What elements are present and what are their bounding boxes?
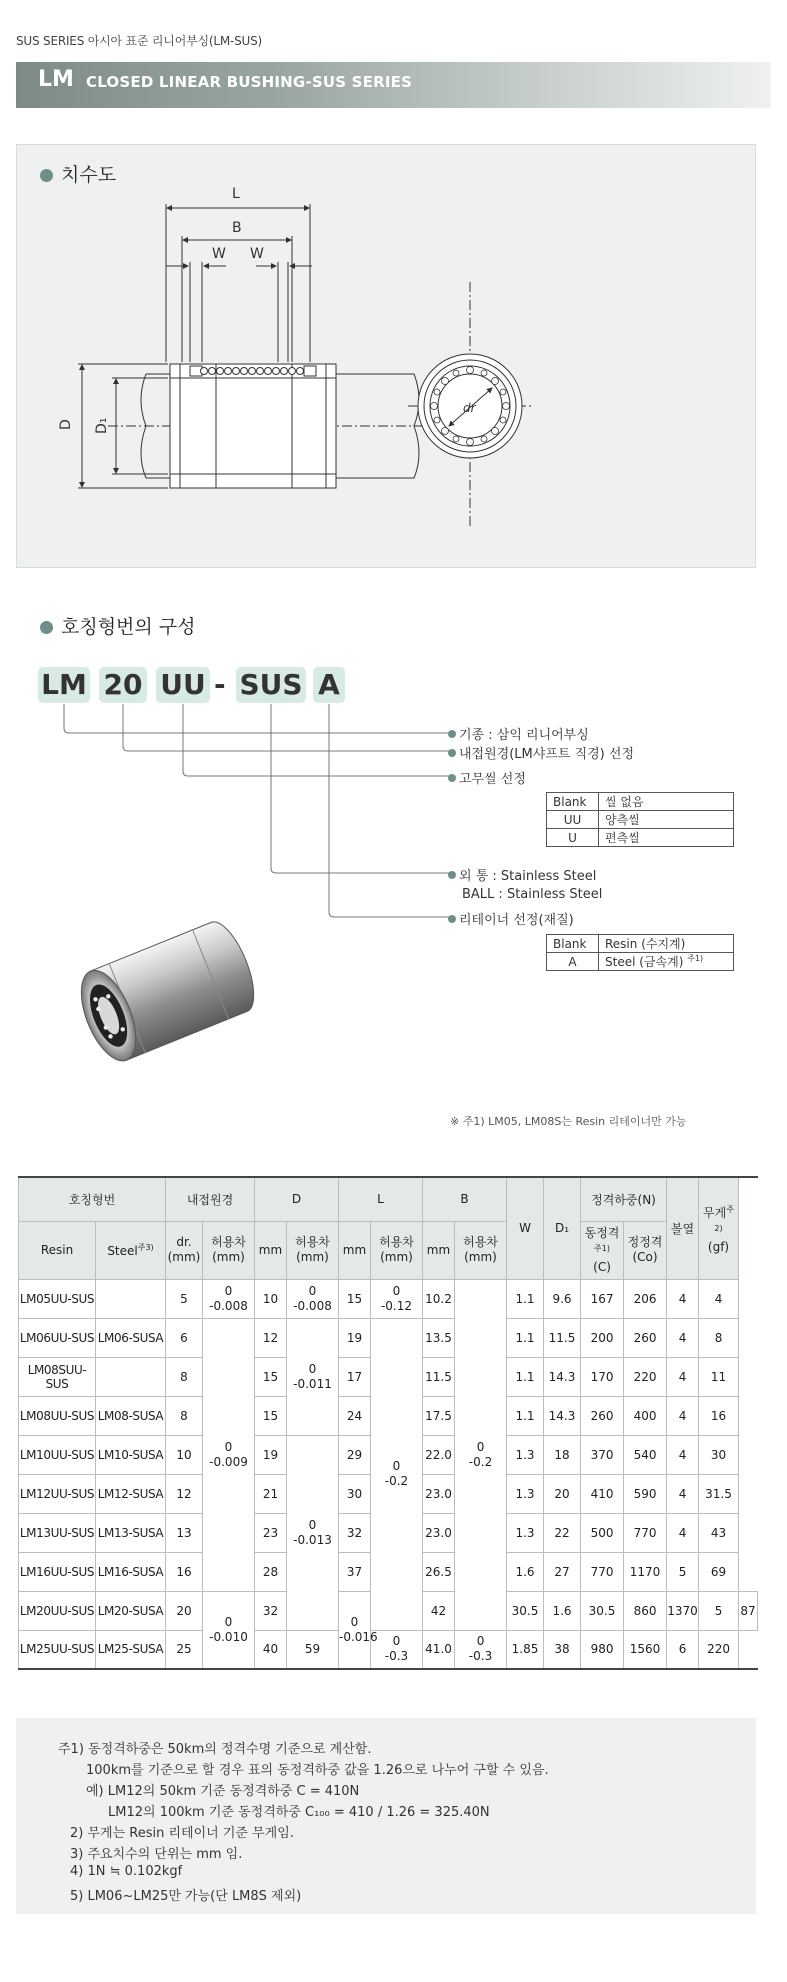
table-row: LM12UU-SUS LM12-SUSA 12 21 30 23.0 1.3 20 410 590 4 31.5 — [19, 1474, 758, 1513]
label-D: D — [58, 419, 74, 430]
table-row: LM08UU-SUS LM08-SUSA 8 15 24 17.5 1.1 14.3 260 400 4 16 — [19, 1396, 758, 1435]
th-dynamic: 동정격$^{주1)}$ (C) — [581, 1221, 624, 1279]
th-B: B — [423, 1177, 507, 1221]
retainer-row: Blank Resin (수지계) — [547, 935, 734, 953]
bullet-icon — [448, 915, 456, 923]
annotation-retainer: 리테이너 선정(재질) — [448, 909, 574, 928]
th-L: L — [339, 1177, 423, 1221]
seal-table — [546, 792, 734, 847]
th-inner-dia: 내접원경 — [166, 1177, 255, 1221]
note-5: 5) LM06~LM25만 가능(단 LM8S 제외) — [70, 1889, 302, 1904]
code-dash: - — [214, 668, 226, 701]
product-code-title: LM — [38, 67, 74, 92]
code-part-seal: UU — [156, 667, 210, 703]
note-2: 2) 무게는 Resin 리테이너 기준 무게임. — [70, 1826, 294, 1841]
annotation-type: 기종 : 삼익 리니어부싱 — [448, 724, 589, 743]
series-subtitle: SUS SERIES 아시아 표준 리니어부싱(LM-SUS) — [16, 34, 263, 48]
product-title: CLOSED LINEAR BUSHING-SUS SERIES — [86, 73, 413, 91]
th-model: 호칭형번 — [19, 1177, 166, 1221]
label-B: B — [232, 220, 242, 236]
tol-cell: 0 -0.2 — [371, 1318, 423, 1630]
tol-cell: 0 -0.009 — [203, 1318, 255, 1591]
code-part-retainer: A — [313, 667, 345, 703]
th-steel: Steel$^{주3)}$ — [96, 1221, 166, 1279]
tol-cell: 0 -0.016 — [339, 1591, 371, 1669]
bullet-icon — [448, 774, 456, 782]
th-resin: Resin — [19, 1221, 96, 1279]
th-B-tol: 허용차 (mm) — [455, 1221, 507, 1279]
tol-cell: 0 -0.2 — [455, 1279, 507, 1630]
th-D1: D₁ — [544, 1177, 581, 1279]
bullet-icon — [448, 749, 456, 757]
code-part-sus: SUS — [236, 667, 306, 703]
tol-cell: 0 -0.12 — [371, 1279, 423, 1318]
th-L-tol: 허용차 (mm) — [371, 1221, 423, 1279]
note-1-example-2: LM12의 100km 기준 동정격하중 C₁₀₀ = 410 / 1.26 = 325.40N — [108, 1805, 490, 1820]
dimension-drawing — [16, 144, 756, 568]
bullet-icon — [448, 730, 456, 738]
note-3: 3) 주요치수의 단위는 mm 임. — [70, 1847, 243, 1862]
th-W: W — [507, 1177, 544, 1279]
label-W-left: W — [212, 246, 226, 262]
th-D-tol: 허용차 (mm) — [287, 1221, 339, 1279]
note-4: 4) 1N ≒ 0.102kgf — [70, 1864, 183, 1879]
note-1: 주1) 동정격하중은 50km의 정격수명 기준으로 계산함. — [58, 1742, 372, 1757]
tol-cell: 0 -0.010 — [203, 1591, 255, 1669]
label-L: L — [232, 186, 240, 202]
tol-cell: 0 -0.008 — [203, 1279, 255, 1318]
code-part-size: 20 — [99, 667, 147, 703]
th-B-mm: mm — [423, 1221, 455, 1279]
annotation-outer: 외 통 : Stainless Steel — [448, 865, 596, 884]
tol-cell: 0 -0.008 — [287, 1279, 339, 1318]
spec-table — [18, 1176, 758, 1670]
th-dr-tol: 허용차 (mm) — [203, 1221, 255, 1279]
note-1-detail: 100km를 기준으로 할 경우 표의 동정격하중 값을 1.26으로 나누어 구할 수 있음. — [86, 1763, 549, 1778]
th-load: 정격하중(N) — [581, 1177, 667, 1221]
tol-cell: 0 -0.3 — [455, 1630, 507, 1669]
th-D-mm: mm — [255, 1221, 287, 1279]
retainer-row: A Steel (금속계) $^{주1)}$ — [547, 953, 734, 971]
table-row: LM10UU-SUS LM10-SUSA 10 19 0 -0.013 29 22.0 1.3 18 370 540 4 30 — [19, 1435, 758, 1474]
tol-cell: 0 -0.3 — [371, 1630, 423, 1669]
table-row: LM16UU-SUS LM16-SUSA 16 28 37 26.5 1.6 27 770 1170 5 69 — [19, 1552, 758, 1591]
th-weight: 무게$^{주2)}$ (gf) — [699, 1177, 739, 1279]
annotation-inner-dia: 내접원경(LM샤프트 직경) 선정 — [448, 743, 634, 762]
th-static: 정정격 (Co) — [624, 1221, 667, 1279]
seal-row: U 편측씰 — [547, 829, 734, 847]
seal-row: Blank 씰 없음 — [547, 793, 734, 811]
tol-cell: 0 -0.013 — [287, 1435, 339, 1630]
retainer-note: ※ 주1) LM05, LM08S는 Resin 리테이너만 가능 — [450, 1115, 687, 1128]
th-ball-rows: 볼열 — [667, 1177, 699, 1279]
tol-cell: 0 -0.011 — [287, 1318, 339, 1435]
model-section-title — [40, 612, 196, 639]
table-row: LM06UU-SUS LM06-SUSA 6 0 -0.009 12 0 -0.011 19 0 -0.2 13.5 1.1 11.5 200 260 4 8 — [19, 1318, 758, 1357]
label-W-right: W — [250, 246, 264, 262]
th-D: D — [255, 1177, 339, 1221]
table-row: LM13UU-SUS LM13-SUSA 13 23 32 23.0 1.3 22 500 770 4 43 — [19, 1513, 758, 1552]
header-row-1 — [19, 1177, 758, 1221]
label-dr: dr — [463, 401, 476, 415]
bushing-product-image — [64, 904, 270, 1080]
retainer-table — [546, 934, 734, 971]
dimension-title-text: 치수도 — [61, 164, 117, 186]
bullet-icon — [40, 621, 53, 634]
table-row: LM25UU-SUS LM25-SUSA 25 40 59 0 -0.3 41.0 0 -0.3 1.85 38 980 1560 6 220 — [19, 1630, 758, 1669]
annotation-ball: BALL : Stainless Steel — [462, 887, 603, 902]
header-row-2 — [19, 1221, 758, 1279]
bullet-icon — [448, 871, 456, 879]
table-row: LM08SUU-SUS 8 15 17 11.5 1.1 14.3 170 220 4 11 — [19, 1357, 758, 1396]
table-row: LM20UU-SUS LM20-SUSA 20 0 -0.010 32 0 -0.016 42 30.5 1.6 30.5 860 1370 5 87 — [19, 1591, 758, 1630]
annotation-seal: 고무씰 선정 — [448, 768, 526, 787]
model-title-text: 호칭형번의 구성 — [61, 616, 196, 638]
table-row: LM05UU-SUS 5 0 -0.008 10 0 -0.008 15 0 -0.12 10.2 0 -0.2 1.1 9.6 167 206 4 4 — [19, 1279, 758, 1318]
th-L-mm: mm — [339, 1221, 371, 1279]
footnote-mark: 주1) — [687, 954, 704, 963]
code-part-lm: LM — [38, 667, 90, 703]
note-1-example: 예) LM12의 50km 기준 동정격하중 C = 410N — [86, 1784, 360, 1799]
seal-row: UU 양측씰 — [547, 811, 734, 829]
th-dr: dr. (mm) — [166, 1221, 203, 1279]
label-D1: D₁ — [94, 417, 110, 434]
